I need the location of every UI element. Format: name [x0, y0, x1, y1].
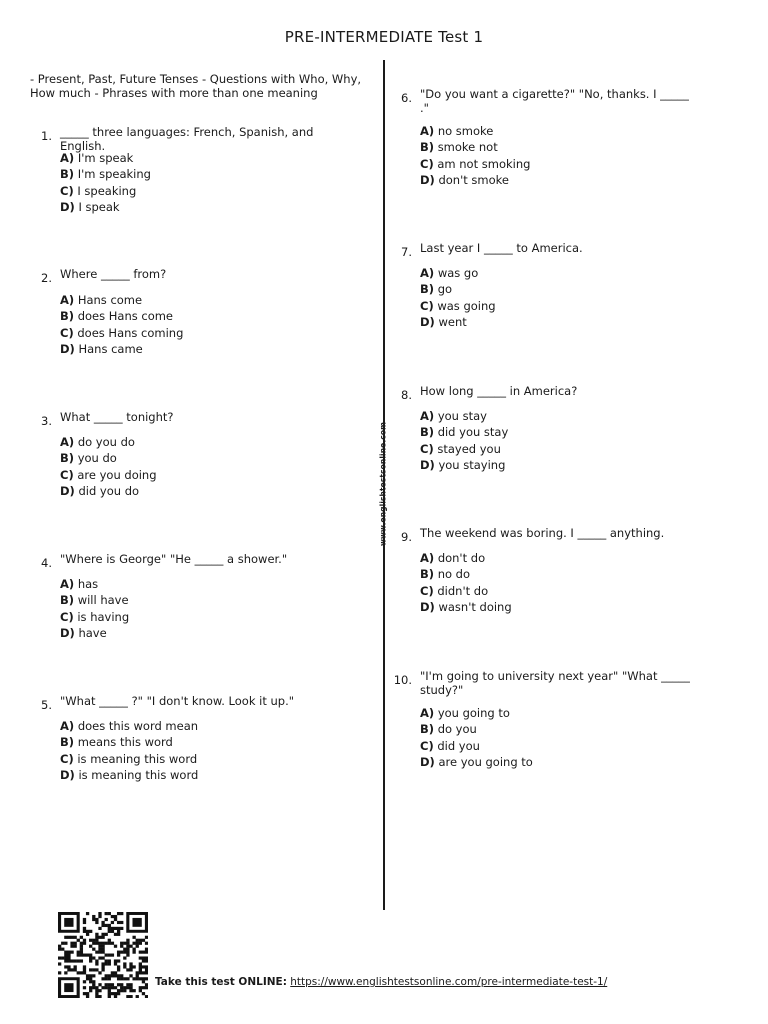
answer-option[interactable] [60, 150, 151, 166]
answer-option[interactable] [420, 314, 496, 330]
option-text: Hans came [78, 342, 143, 357]
option-letter: D) [60, 768, 75, 783]
option-letter: D) [60, 626, 75, 641]
side-url-text: www.englishtestsonline.com [378, 421, 388, 547]
answer-options [60, 718, 198, 784]
option-letter: B) [420, 425, 435, 440]
question-text: How long _____ in America? [420, 384, 578, 398]
option-text: are you going to [438, 755, 533, 770]
answer-option[interactable] [420, 408, 508, 424]
option-letter: A) [60, 151, 75, 165]
option-text: is meaning this word [77, 751, 198, 766]
answer-option[interactable] [60, 751, 198, 767]
answer-options [60, 434, 157, 500]
option-letter: C) [60, 751, 74, 766]
question-text: "I'm going to university next year" "What _____ study?" [420, 669, 690, 697]
answer-option[interactable] [420, 281, 496, 297]
option-text: do you [437, 722, 477, 737]
question-number: 7. [401, 245, 412, 259]
answer-option[interactable] [420, 441, 508, 457]
answer-option[interactable] [420, 754, 533, 770]
option-letter: B) [60, 167, 75, 182]
answer-option[interactable] [60, 166, 151, 182]
option-letter: C) [420, 156, 434, 171]
option-letter: D) [420, 600, 435, 615]
option-letter: B) [420, 722, 435, 737]
answer-option[interactable] [420, 705, 533, 721]
option-letter: A) [420, 124, 435, 138]
footer-label: Take this test ONLINE: [155, 976, 287, 988]
answer-option[interactable] [60, 341, 183, 357]
answer-option[interactable] [420, 265, 496, 281]
answer-option[interactable] [60, 734, 198, 750]
answer-option[interactable] [60, 609, 129, 625]
question-text: _____ three languages: French, Spanish, and English. [60, 125, 314, 153]
option-text: I speak [78, 200, 120, 215]
option-letter: A) [420, 409, 435, 423]
option-letter: D) [420, 458, 435, 473]
question-number: 6. [401, 91, 412, 105]
option-letter: A) [60, 435, 75, 449]
question-text: "What _____ ?" "I don't know. Look it up." [60, 694, 295, 708]
option-letter: B) [420, 282, 435, 297]
question-text: Where _____ from? [60, 267, 167, 281]
option-text: is having [77, 609, 130, 624]
option-text: I'm speaking [77, 167, 151, 182]
option-text: do you do [77, 435, 135, 449]
option-text: stayed you [437, 441, 501, 456]
answer-option[interactable] [420, 583, 512, 599]
option-letter: C) [60, 467, 74, 482]
option-letter: B) [60, 451, 75, 466]
option-text: I'm speak [77, 151, 134, 165]
option-text: did you [437, 738, 480, 753]
option-text: am not smoking [437, 156, 531, 171]
answer-option[interactable] [420, 457, 508, 473]
option-text: I speaking [77, 183, 137, 198]
question-number: 3. [41, 414, 52, 428]
option-letter: C) [60, 609, 74, 624]
option-letter: C) [60, 183, 74, 198]
answer-option[interactable] [60, 183, 151, 199]
option-text: did you stay [437, 425, 509, 440]
answer-option[interactable] [420, 424, 508, 440]
question-text: "Where is George" "He _____ a shower." [60, 552, 288, 566]
option-text: does Hans come [77, 309, 174, 324]
option-letter: D) [60, 484, 75, 499]
option-letter: D) [60, 342, 75, 357]
option-text: went [438, 315, 467, 330]
answer-options [60, 576, 129, 642]
question-text: The weekend was boring. I _____ anything. [420, 526, 665, 540]
footer [155, 976, 607, 988]
answer-option[interactable] [60, 434, 157, 450]
option-text: smoke not [437, 140, 498, 155]
question-number: 4. [41, 556, 52, 570]
option-text: didn't do [437, 583, 489, 598]
answer-option[interactable] [60, 199, 151, 215]
option-text: no do [437, 567, 471, 582]
option-text: will have [77, 593, 129, 608]
answer-option[interactable] [60, 576, 129, 592]
answer-option[interactable] [420, 298, 496, 314]
option-letter: A) [420, 266, 435, 280]
option-letter: D) [420, 755, 435, 770]
answer-option[interactable] [60, 483, 157, 499]
option-text: you stay [437, 409, 487, 423]
question-number: 8. [401, 388, 412, 402]
answer-options [420, 550, 512, 616]
answer-options [420, 408, 508, 474]
answer-options [420, 705, 533, 771]
option-text: you going to [437, 706, 510, 720]
option-letter: B) [420, 567, 435, 582]
option-letter: C) [420, 298, 434, 313]
option-letter: A) [420, 706, 435, 720]
option-letter: D) [420, 315, 435, 330]
option-letter: C) [420, 441, 434, 456]
option-text: does Hans coming [77, 325, 184, 340]
answer-option[interactable] [60, 450, 157, 466]
option-text: have [78, 626, 107, 641]
answer-options [60, 292, 183, 358]
option-text: you staying [438, 458, 506, 473]
answer-option[interactable] [420, 566, 512, 582]
option-text: don't smoke [438, 173, 509, 188]
question-number: 1. [41, 129, 52, 143]
option-letter: C) [420, 738, 434, 753]
option-letter: D) [60, 200, 75, 215]
answer-options [60, 150, 151, 216]
answer-option[interactable] [420, 550, 512, 566]
question-text: "Do you want a cigarette?" "No, thanks. I _____ ." [420, 87, 689, 115]
answer-option[interactable] [420, 172, 530, 188]
answer-option[interactable] [420, 156, 530, 172]
answer-option[interactable] [60, 467, 157, 483]
option-letter: C) [420, 583, 434, 598]
option-letter: A) [60, 577, 75, 591]
answer-option[interactable] [60, 325, 183, 341]
answer-option[interactable] [60, 308, 183, 324]
question-number: 5. [41, 698, 52, 712]
option-text: go [437, 282, 453, 297]
answer-option[interactable] [60, 625, 129, 641]
option-text: is meaning this word [78, 768, 199, 783]
option-text: Hans come [77, 293, 143, 307]
answer-options [420, 265, 496, 331]
option-letter: B) [60, 735, 75, 750]
option-text: has [77, 577, 99, 591]
option-letter: A) [420, 551, 435, 565]
option-text: was go [437, 266, 479, 280]
option-letter: B) [60, 309, 75, 324]
qr-code-icon[interactable] [58, 912, 148, 998]
option-letter: D) [420, 173, 435, 188]
option-text: don't do [437, 551, 486, 565]
option-letter: B) [420, 140, 435, 155]
answer-option[interactable] [60, 292, 183, 308]
answer-option[interactable] [420, 721, 533, 737]
answer-option[interactable] [420, 599, 512, 615]
option-letter: B) [60, 593, 75, 608]
option-letter: A) [60, 293, 75, 307]
answer-option[interactable] [60, 767, 198, 783]
option-letter: C) [60, 325, 74, 340]
answer-option[interactable] [420, 123, 530, 139]
answer-option[interactable] [420, 139, 530, 155]
test-online-link[interactable]: https://www.englishtestsonline.com/pre-intermediate-test-1/ [290, 976, 608, 988]
option-text: was going [437, 298, 496, 313]
question-number: 2. [41, 271, 52, 285]
page-title: PRE-INTERMEDIATE Test 1 [284, 28, 484, 46]
option-text: you do [77, 451, 117, 466]
question-text: Last year I _____ to America. [420, 241, 583, 255]
answer-option[interactable] [60, 592, 129, 608]
answer-option[interactable] [60, 718, 198, 734]
option-text: did you do [78, 484, 140, 499]
option-text: wasn't doing [438, 600, 512, 615]
answer-options [420, 123, 530, 189]
question-text: What _____ tonight? [60, 410, 174, 424]
option-text: are you doing [77, 467, 157, 482]
answer-option[interactable] [420, 738, 533, 754]
test-topics: - Present, Past, Future Tenses - Questions with Who, Why, How much - Phrases with more than one meaning [30, 72, 362, 100]
question-number: 9. [401, 530, 412, 544]
question-number: 10. [393, 673, 412, 687]
option-text: does this word mean [77, 719, 199, 733]
option-text: no smoke [437, 124, 494, 138]
option-letter: A) [60, 719, 75, 733]
option-text: means this word [77, 735, 173, 750]
